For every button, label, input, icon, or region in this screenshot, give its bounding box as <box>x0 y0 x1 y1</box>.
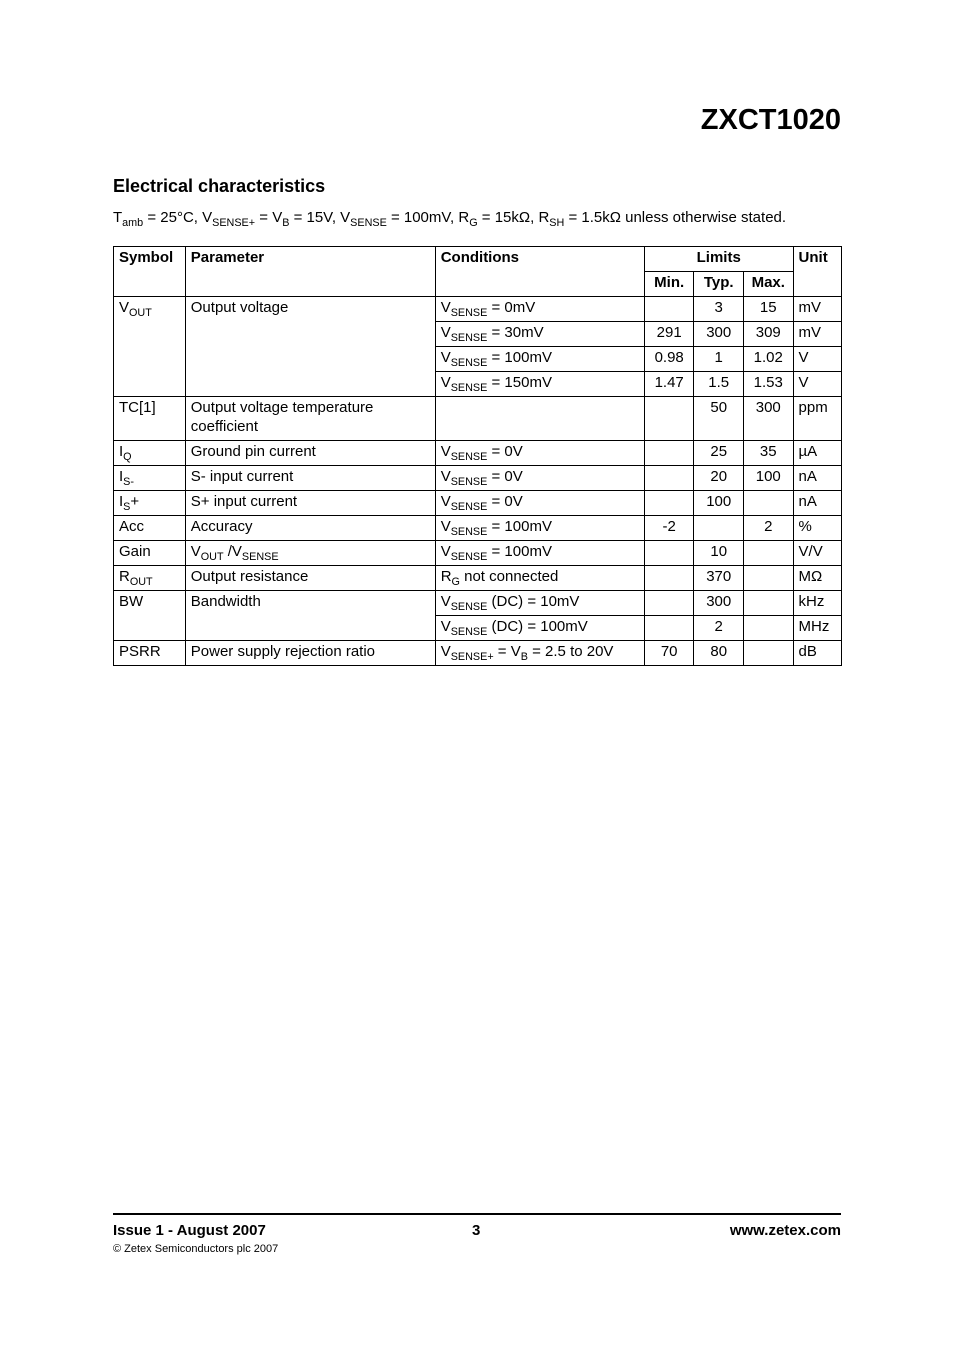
max-cell <box>743 541 793 566</box>
max-cell: 300 <box>743 397 793 441</box>
min-cell <box>644 397 694 441</box>
condition-cell: $V_{SENSE} = 100mV$ <box>435 541 644 566</box>
unit-cell: ppm <box>793 397 841 441</box>
parameter-cell: Bandwidth <box>185 591 435 641</box>
condition-cell <box>435 397 644 441</box>
page-number: 3 <box>472 1222 481 1239</box>
table-row <box>114 466 842 491</box>
symbol-cell: Gain <box>114 541 186 566</box>
min-cell <box>644 616 694 641</box>
condition-cell: $V_{SENSE+} = V_B = 2.5$ to 20V <box>435 641 644 666</box>
header-symbol: Symbol <box>114 247 186 297</box>
typ-cell: 3 <box>694 297 744 322</box>
header-limits: Limits <box>644 247 793 272</box>
max-cell: 15 <box>743 297 793 322</box>
symbol-cell: BW <box>114 591 186 641</box>
header-typ: Typ. <box>694 272 744 297</box>
condition-cell: $V_{SENSE} = 0V$ <box>435 466 644 491</box>
typ-cell: 1.5 <box>694 372 744 397</box>
max-cell: 1.53 <box>743 372 793 397</box>
max-cell: 100 <box>743 466 793 491</box>
min-cell <box>644 541 694 566</box>
parameter-cell: S- input current <box>185 466 435 491</box>
table-row <box>114 516 842 541</box>
footer-copyright: © Zetex Semiconductors plc 2007 <box>113 1243 279 1255</box>
min-cell <box>644 591 694 616</box>
parameter-cell: $V_{OUT}$ $/V_{SENSE}$ <box>185 541 435 566</box>
symbol-cell: TC[1] <box>114 397 186 441</box>
typ-cell: 2 <box>694 616 744 641</box>
max-cell <box>743 491 793 516</box>
table-row <box>114 541 842 566</box>
typ-cell <box>694 516 744 541</box>
table-row <box>114 591 842 616</box>
typ-cell: 1 <box>694 347 744 372</box>
unit-cell: MΩ <box>793 566 841 591</box>
typ-cell: 50 <box>694 397 744 441</box>
unit-cell: V <box>793 372 841 397</box>
table-row <box>114 491 842 516</box>
header-conditions: Conditions <box>435 247 644 297</box>
section-title: Electrical characteristics <box>113 176 326 196</box>
typ-cell: 100 <box>694 491 744 516</box>
table-row <box>114 397 842 441</box>
typ-cell: 300 <box>694 322 744 347</box>
table-row <box>114 441 842 466</box>
symbol-cell: $I_Q$ <box>114 441 186 466</box>
condition-cell: $V_{SENSE} = 30mV$ <box>435 322 644 347</box>
header-parameter: Parameter <box>185 247 435 297</box>
symbol-cell: $R_{OUT}$ <box>114 566 186 591</box>
min-cell <box>644 297 694 322</box>
footer-issue: Issue 1 - August 2007 <box>113 1222 266 1239</box>
condition-cell: $V_{SENSE} = 150mV$ <box>435 372 644 397</box>
symbol-cell: Acc <box>114 516 186 541</box>
parameter-cell: Accuracy <box>185 516 435 541</box>
unit-cell: % <box>793 516 841 541</box>
min-cell: 0.98 <box>644 347 694 372</box>
table-row <box>114 566 842 591</box>
typ-cell: 20 <box>694 466 744 491</box>
condition-cell: $V_{SENSE}$ (DC) = 100mV <box>435 616 644 641</box>
max-cell: 309 <box>743 322 793 347</box>
unit-cell: dB <box>793 641 841 666</box>
symbol-cell: $I_S+$ <box>114 491 186 516</box>
parameter-cell: Power supply rejection ratio <box>185 641 435 666</box>
footer-website: www.zetex.com <box>729 1222 841 1239</box>
max-cell <box>743 591 793 616</box>
min-cell <box>644 491 694 516</box>
unit-cell: V <box>793 347 841 372</box>
min-cell: 70 <box>644 641 694 666</box>
max-cell: 2 <box>743 516 793 541</box>
symbol-cell: PSRR <box>114 641 186 666</box>
condition-cell: $V_{SENSE} = 0mV$ <box>435 297 644 322</box>
max-cell <box>743 641 793 666</box>
unit-cell: µA <box>793 441 841 466</box>
header-min: Min. <box>644 272 694 297</box>
parameter-cell: Output resistance <box>185 566 435 591</box>
symbol-cell: $V_{OUT}$ <box>114 297 186 397</box>
parameter-cell: Ground pin current <box>185 441 435 466</box>
min-cell: 1.47 <box>644 372 694 397</box>
min-cell: 291 <box>644 322 694 347</box>
typ-cell: 370 <box>694 566 744 591</box>
parameter-cell: Output voltage temperature coefficient <box>185 397 435 441</box>
typ-cell: 25 <box>694 441 744 466</box>
header-max: Max. <box>743 272 793 297</box>
max-cell <box>743 566 793 591</box>
max-cell: 35 <box>743 441 793 466</box>
min-cell <box>644 566 694 591</box>
unit-cell: nA <box>793 466 841 491</box>
footer-divider <box>113 1213 841 1215</box>
condition-cell: $V_{SENSE} = 0V$ <box>435 441 644 466</box>
unit-cell: nA <box>793 491 841 516</box>
unit-cell: kHz <box>793 591 841 616</box>
min-cell <box>644 441 694 466</box>
min-cell: -2 <box>644 516 694 541</box>
table-row <box>114 641 842 666</box>
table-row <box>114 297 842 322</box>
test-conditions: $T_{amb} = 25^\circ C$, $V_{SENSE+} = V_B = 15V$, $V_{SENSE} = 100mV$, $R_G = 15k\Omega$, $R_{SH} = 1.5k\Omega$ unless otherwise stated. <box>113 209 787 229</box>
table-header-row <box>114 247 842 272</box>
condition-cell: $V_{SENSE} = 100mV$ <box>435 516 644 541</box>
unit-cell: mV <box>793 297 841 322</box>
parameter-cell: S+ input current <box>185 491 435 516</box>
symbol-cell: $I_{S-}$ <box>114 466 186 491</box>
electrical-characteristics-table <box>113 246 842 666</box>
condition-cell: $V_{SENSE} = 100mV$ <box>435 347 644 372</box>
unit-cell: mV <box>793 322 841 347</box>
max-cell <box>743 616 793 641</box>
typ-cell: 80 <box>694 641 744 666</box>
typ-cell: 300 <box>694 591 744 616</box>
typ-cell: 10 <box>694 541 744 566</box>
condition-cell: $V_{SENSE}$ (DC) = 10mV <box>435 591 644 616</box>
max-cell: 1.02 <box>743 347 793 372</box>
part-number: ZXCT1020 <box>700 104 841 136</box>
min-cell <box>644 466 694 491</box>
parameter-cell: Output voltage <box>185 297 435 397</box>
unit-cell: V/V <box>793 541 841 566</box>
unit-cell: MHz <box>793 616 841 641</box>
header-unit: Unit <box>793 247 841 297</box>
condition-cell: $V_{SENSE} = 0V$ <box>435 491 644 516</box>
condition-cell: $R_G$ not connected <box>435 566 644 591</box>
